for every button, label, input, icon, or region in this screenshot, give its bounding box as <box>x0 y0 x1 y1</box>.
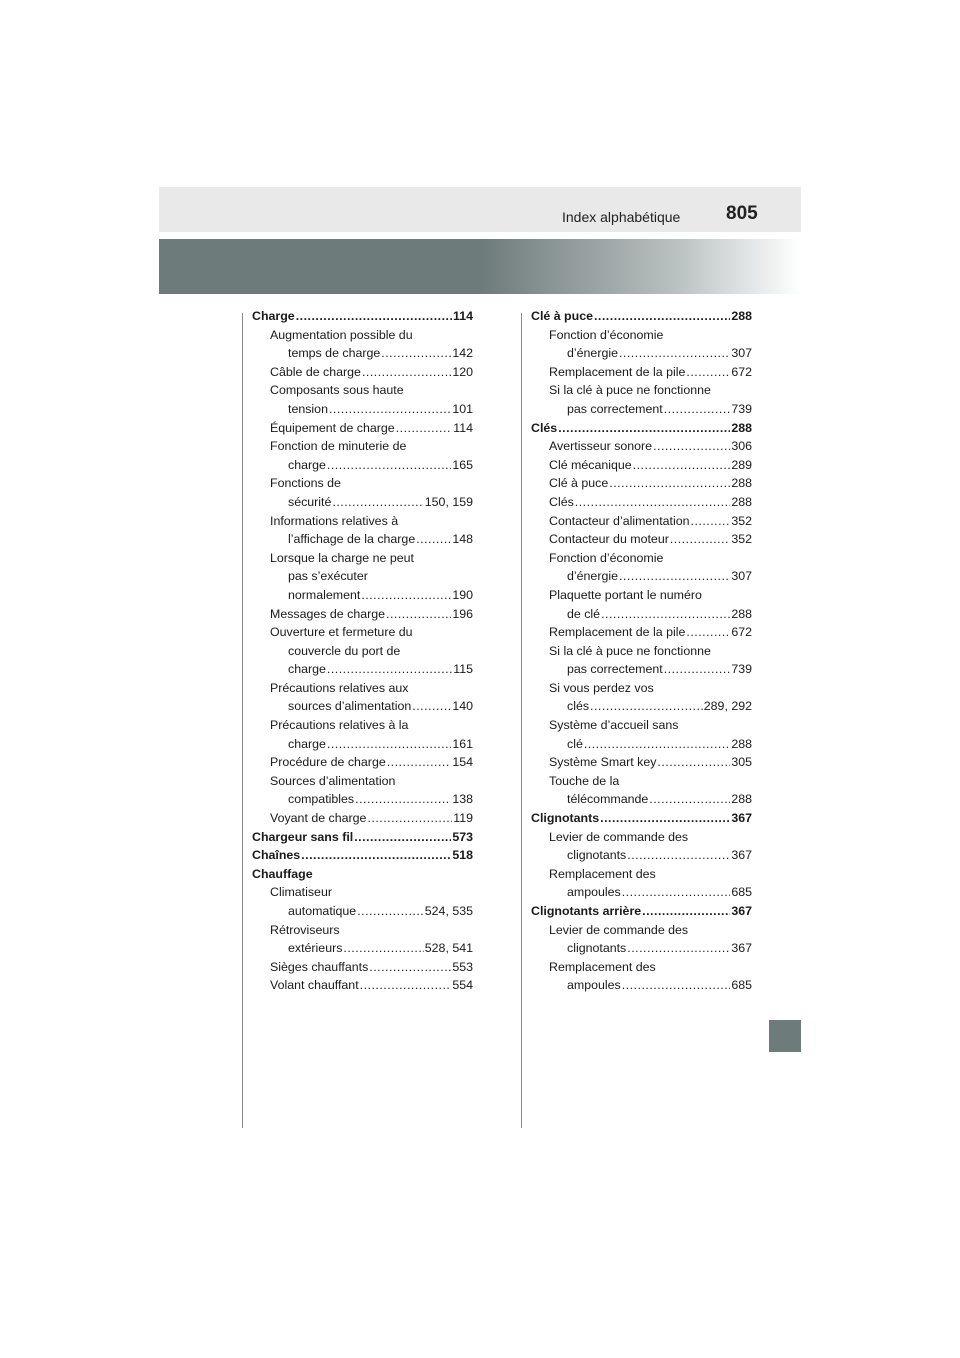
index-subentry <box>531 790 752 809</box>
dot-leader <box>558 419 730 438</box>
entry-term: Câble de charge <box>270 364 361 379</box>
entry-page-ref[interactable]: 739 <box>731 662 752 677</box>
entry-term: clé <box>567 736 583 751</box>
dot-leader <box>619 344 730 363</box>
index-subentry <box>252 586 473 605</box>
entry-page-ref[interactable]: 685 <box>731 885 752 900</box>
dot-leader <box>590 697 703 716</box>
index-subentry <box>252 381 473 400</box>
entry-term: pas correctement <box>567 401 663 416</box>
entry-term: compatibles <box>288 792 355 807</box>
entry-term: clés <box>567 699 590 714</box>
header-bar <box>159 187 801 232</box>
index-subentry <box>252 623 473 642</box>
entry-page-ref[interactable]: 524, 535 <box>424 904 473 918</box>
dot-leader <box>361 586 451 605</box>
entry-page-ref[interactable]: 367 <box>731 848 752 863</box>
entry-page-ref[interactable]: 367 <box>731 811 752 826</box>
entry-term: Chaînes <box>252 848 301 863</box>
entry-term: Fonctions de <box>270 476 341 491</box>
entry-page-ref[interactable]: 101 <box>452 401 473 416</box>
index-subentry <box>531 530 752 549</box>
entry-term: Volant chauffant <box>270 978 359 993</box>
index-subentry <box>252 902 473 921</box>
dot-leader <box>622 976 731 995</box>
entry-term: Charge <box>252 309 295 323</box>
index-subentry <box>531 493 752 512</box>
entry-term: Fonction de minuterie de <box>270 439 407 454</box>
entry-page-ref[interactable]: 305 <box>731 755 752 770</box>
entry-term: clignotants <box>567 848 627 863</box>
entry-term: pas s’exécuter <box>288 569 368 584</box>
index-entry <box>531 809 752 828</box>
entry-term: Clé à puce <box>531 309 593 323</box>
index-subentry <box>531 939 752 958</box>
dot-leader <box>686 623 730 642</box>
entry-term: Procédure de charge <box>270 755 386 770</box>
entry-term: Remplacement des <box>549 866 656 881</box>
entry-page-ref[interactable]: 288 <box>731 606 752 621</box>
index-entry <box>252 846 473 865</box>
index-subentry <box>531 660 752 679</box>
entry-page-ref[interactable]: 140 <box>452 699 473 714</box>
entry-page-ref[interactable]: 288 <box>731 736 752 751</box>
entry-page-ref[interactable]: 307 <box>731 346 752 361</box>
entry-page-ref[interactable]: 115 <box>453 662 473 677</box>
entry-page-ref[interactable]: 367 <box>731 941 752 956</box>
entry-term: Chargeur sans fil <box>252 829 354 844</box>
entry-page-ref[interactable]: 672 <box>731 625 752 640</box>
index-subentry <box>252 456 473 475</box>
entry-term: charge <box>288 457 326 472</box>
entry-term: Clignotants <box>531 811 600 826</box>
dot-leader <box>627 846 730 865</box>
dot-leader <box>594 307 730 326</box>
index-subentry <box>252 642 473 661</box>
index-subentry <box>531 716 752 735</box>
dot-leader <box>327 735 451 754</box>
index-subentry <box>252 437 473 456</box>
index-subentry <box>252 530 473 549</box>
entry-term: d’énergie <box>567 569 618 584</box>
dot-leader <box>386 605 451 624</box>
entry-term: clignotants <box>567 941 627 956</box>
entry-term: de clé <box>567 606 601 621</box>
entry-page-ref[interactable]: 114 <box>453 309 473 323</box>
entry-term: Si la clé à puce ne fonctionne <box>549 383 711 398</box>
dot-leader <box>329 400 451 419</box>
entry-page-ref[interactable]: 367 <box>731 904 752 918</box>
index-subentry <box>252 326 473 345</box>
index-subentry <box>252 493 473 512</box>
dot-leader <box>343 939 423 958</box>
dot-leader <box>396 419 453 438</box>
index-subentry <box>531 642 752 661</box>
dot-leader <box>584 735 730 754</box>
dot-leader <box>664 660 731 679</box>
right-column-rule <box>521 313 522 1128</box>
entry-term: Si la clé à puce ne fonctionne <box>549 643 711 658</box>
entry-page-ref[interactable]: 289, 292 <box>703 699 752 714</box>
index-subentry <box>531 865 752 884</box>
page-number: 805 <box>726 203 758 224</box>
entry-term: Clé mécanique <box>549 457 632 472</box>
entry-term: charge <box>288 662 326 677</box>
dot-leader <box>633 456 731 475</box>
index-entry <box>252 865 473 884</box>
dot-leader <box>369 958 451 977</box>
entry-term: Augmentation possible du <box>270 327 413 342</box>
dot-leader <box>387 753 452 772</box>
entry-term: tension <box>288 401 328 416</box>
header-band <box>159 239 801 294</box>
index-subentry <box>252 716 473 735</box>
entry-term: Fonction d’économie <box>549 327 664 342</box>
dot-leader <box>691 512 731 531</box>
dot-leader <box>657 753 730 772</box>
entry-page-ref[interactable]: 119 <box>453 811 473 826</box>
entry-term: Si vous perdez vos <box>549 680 654 695</box>
entry-page-ref[interactable]: 150, 159 <box>424 494 473 509</box>
index-entry <box>252 828 473 847</box>
entry-page-ref[interactable]: 288 <box>731 494 752 509</box>
entry-term: sources d’alimentation <box>288 699 412 714</box>
dot-leader <box>296 307 452 326</box>
dot-leader <box>357 902 424 921</box>
index-subentry <box>252 958 473 977</box>
entry-term: Équipement de charge <box>270 420 395 435</box>
entry-term: temps de charge <box>288 346 381 361</box>
entry-page-ref[interactable]: 161 <box>452 736 473 751</box>
entry-term: Avertisseur sonore <box>549 439 653 454</box>
index-subentry <box>531 344 752 363</box>
dot-leader <box>609 474 730 493</box>
entry-term: Précautions relatives aux <box>270 680 409 695</box>
index-subentry <box>531 623 752 642</box>
index-subentry <box>252 344 473 363</box>
page-title: Index alphabétique <box>562 209 681 225</box>
index-subentry <box>531 567 752 586</box>
entry-page-ref[interactable]: 138 <box>452 792 473 807</box>
dot-leader <box>362 363 451 382</box>
index-subentry <box>531 697 752 716</box>
entry-term: Chauffage <box>252 866 313 881</box>
index-subentry <box>531 958 752 977</box>
entry-term: sécurité <box>288 494 332 509</box>
dot-leader <box>327 660 452 679</box>
entry-term: Système d’accueil sans <box>549 718 679 733</box>
index-subentry <box>252 567 473 586</box>
index-subentry <box>531 735 752 754</box>
entry-page-ref[interactable]: 288 <box>731 420 752 435</box>
dot-leader <box>327 456 451 475</box>
index-subentry <box>531 456 752 475</box>
entry-term: pas correctement <box>567 662 663 677</box>
index-subentry <box>531 753 752 772</box>
entry-page-ref[interactable]: 148 <box>452 532 473 547</box>
entry-term: Remplacement de la pile <box>549 364 686 379</box>
entry-page-ref[interactable]: 190 <box>452 587 473 602</box>
entry-term: Levier de commande des <box>549 922 689 937</box>
index-subentry <box>252 549 473 568</box>
index-subentry <box>531 437 752 456</box>
index-subentry <box>252 921 473 940</box>
index-subentry <box>531 679 752 698</box>
dot-leader <box>649 790 730 809</box>
dot-leader <box>622 883 731 902</box>
left-column-rule <box>242 313 243 1128</box>
entry-page-ref[interactable]: 553 <box>452 959 473 974</box>
entry-page-ref[interactable]: 554 <box>452 978 473 993</box>
entry-page-ref[interactable]: 288 <box>731 792 752 807</box>
entry-page-ref[interactable]: 739 <box>731 401 752 416</box>
entry-term: Levier de commande des <box>549 829 689 844</box>
index-subentry <box>531 326 752 345</box>
index-subentry <box>252 363 473 382</box>
index-subentry <box>252 735 473 754</box>
entry-term: Remplacement de la pile <box>549 625 686 640</box>
entry-page-ref[interactable]: 165 <box>452 457 473 472</box>
index-subentry <box>531 586 752 605</box>
entry-term: Rétroviseurs <box>270 922 340 937</box>
entry-term: couvercle du port de <box>288 643 401 658</box>
entry-page-ref[interactable]: 352 <box>731 532 752 547</box>
index-subentry <box>252 400 473 419</box>
dot-leader <box>355 790 451 809</box>
index-subentry <box>252 605 473 624</box>
index-subentry <box>252 772 473 791</box>
index-entry <box>531 419 752 438</box>
index-subentry <box>531 921 752 940</box>
entry-page-ref[interactable]: 154 <box>452 755 473 770</box>
dot-leader <box>354 828 451 847</box>
index-subentry <box>531 400 752 419</box>
index-subentry <box>252 679 473 698</box>
entry-term: l’affichage de la charge <box>288 532 416 547</box>
entry-page-ref[interactable]: 528, 541 <box>424 941 473 956</box>
entry-term: Précautions relatives à la <box>270 718 409 733</box>
entry-page-ref[interactable]: 685 <box>731 978 752 993</box>
entry-page-ref[interactable]: 672 <box>731 364 752 379</box>
dot-leader <box>360 976 452 995</box>
entry-term: automatique <box>288 904 357 918</box>
index-subentry <box>252 976 473 995</box>
entry-page-ref[interactable]: 352 <box>731 513 752 528</box>
index-column-right <box>531 307 752 995</box>
entry-page-ref[interactable]: 196 <box>452 606 473 621</box>
entry-term: normalement <box>288 587 361 602</box>
index-subentry <box>252 883 473 902</box>
entry-page-ref[interactable]: 518 <box>452 848 473 863</box>
index-subentry <box>252 660 473 679</box>
entry-term: Messages de charge <box>270 606 386 621</box>
index-entry <box>531 902 752 921</box>
index-subentry <box>531 605 752 624</box>
entry-term: ampoules <box>567 978 621 993</box>
entry-term: Clé à puce <box>549 476 609 491</box>
dot-leader <box>301 846 451 865</box>
entry-term: Clignotants arrière <box>531 904 642 918</box>
entry-term: Sources d’alimentation <box>270 773 396 788</box>
dot-leader <box>619 567 730 586</box>
entry-page-ref[interactable]: 288 <box>731 309 752 323</box>
index-subentry <box>252 474 473 493</box>
entry-term: Lorsque la charge ne peut <box>270 550 414 565</box>
dot-leader <box>367 809 452 828</box>
dot-leader <box>416 530 451 549</box>
entry-term: extérieurs <box>288 941 343 956</box>
entry-term: Contacteur d’alimentation <box>549 513 690 528</box>
dot-leader <box>601 605 730 624</box>
entry-page-ref[interactable]: 573 <box>452 829 473 844</box>
dot-leader <box>686 363 730 382</box>
entry-term: Informations relatives à <box>270 513 399 528</box>
index-subentry <box>252 790 473 809</box>
index-subentry <box>531 549 752 568</box>
entry-term: Voyant de charge <box>270 811 367 826</box>
entry-term: Fonction d’économie <box>549 550 664 565</box>
entry-term: Clés <box>531 420 558 435</box>
entry-term: Touche de la <box>549 773 620 788</box>
index-subentry <box>252 697 473 716</box>
dot-leader <box>653 437 730 456</box>
index-column-left <box>252 307 473 995</box>
dot-leader <box>664 400 731 419</box>
index-subentry <box>531 883 752 902</box>
index-subentry <box>252 939 473 958</box>
entry-page-ref[interactable]: 288 <box>731 476 752 491</box>
index-subentry <box>531 381 752 400</box>
entry-term: Contacteur du moteur <box>549 532 669 547</box>
entry-term: Ouverture et fermeture du <box>270 625 413 640</box>
entry-term: télécommande <box>567 792 649 807</box>
index-subentry <box>252 512 473 531</box>
entry-term: Composants sous haute <box>270 383 404 398</box>
index-subentry <box>252 809 473 828</box>
entry-term: Sièges chauffants <box>270 959 369 974</box>
entry-page-ref[interactable]: 289 <box>731 457 752 472</box>
entry-term: ampoules <box>567 885 621 900</box>
index-subentry <box>531 474 752 493</box>
section-tab[interactable] <box>769 1020 801 1052</box>
entry-page-ref[interactable]: 114 <box>453 420 473 435</box>
entry-page-ref[interactable]: 307 <box>731 569 752 584</box>
entry-term: Clés <box>549 494 574 509</box>
index-subentry <box>531 512 752 531</box>
index-subentry <box>252 753 473 772</box>
index-subentry <box>531 772 752 791</box>
dot-leader <box>575 493 731 512</box>
index-subentry <box>531 363 752 382</box>
entry-term: Système Smart key <box>549 755 657 770</box>
index-entry <box>531 307 752 326</box>
index-entry <box>252 307 473 326</box>
entry-term: Plaquette portant le numéro <box>549 587 702 602</box>
index-subentry <box>531 846 752 865</box>
index-subentry <box>531 976 752 995</box>
index-subentry <box>531 828 752 847</box>
dot-leader <box>627 939 730 958</box>
entry-page-ref[interactable]: 142 <box>452 346 473 361</box>
dot-leader <box>600 809 730 828</box>
dot-leader <box>381 344 451 363</box>
entry-term: d’énergie <box>567 346 618 361</box>
dot-leader <box>642 902 730 921</box>
dot-leader <box>332 493 423 512</box>
entry-term: charge <box>288 736 326 751</box>
dot-leader <box>670 530 730 549</box>
index-subentry <box>252 419 473 438</box>
entry-term: Climatiseur <box>270 885 332 900</box>
entry-term: Remplacement des <box>549 959 656 974</box>
entry-page-ref[interactable]: 306 <box>731 439 752 454</box>
entry-page-ref[interactable]: 120 <box>452 364 473 379</box>
dot-leader <box>412 697 451 716</box>
